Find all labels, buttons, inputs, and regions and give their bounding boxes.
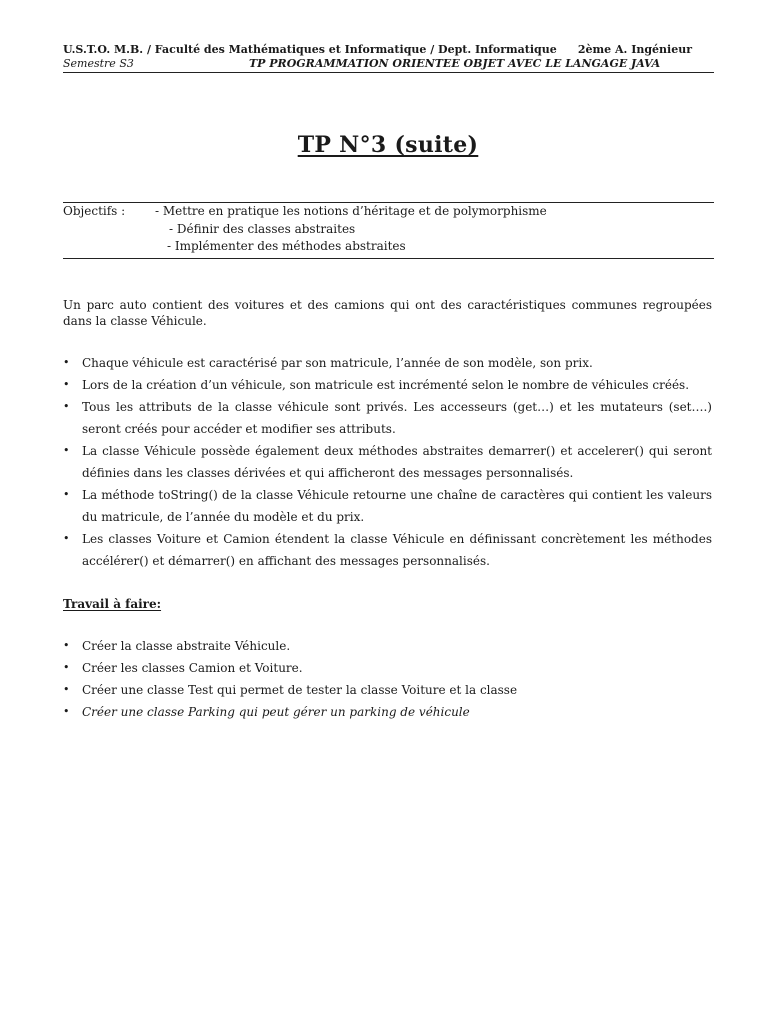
list-item xyxy=(63,352,712,374)
header-line-2 xyxy=(63,57,714,71)
course-title-text: TP PROGRAMMATION ORIENTEE OBJET AVEC LE LANGAGE JAVA xyxy=(249,57,661,70)
list-item xyxy=(63,440,712,484)
list-item-text: Tous les attributs de la classe véhicule sont privés. Les accesseurs (get…) et les mutateurs (set….) seront créés pour accéder et modifier ses attributs. xyxy=(82,400,712,436)
list-item-text: La classe Véhicule possède également deux méthodes abstraites demarrer() et accelerer() qui seront définies dans les classes dérivées et qui afficheront des messages personnalisés. xyxy=(82,444,712,480)
bullet-icon: • xyxy=(63,400,70,413)
bullet-icon: • xyxy=(63,444,70,457)
bullet-icon: • xyxy=(63,532,70,545)
list-item-text: La méthode toString() de la classe Véhicule retourne une chaîne de caractères qui contient les valeurs du matricule, de l’année du modèle et du prix. xyxy=(82,488,712,524)
work-section-title: Travail à faire: xyxy=(63,597,162,611)
requirements-list xyxy=(63,352,712,572)
bullet-icon: • xyxy=(63,661,70,674)
list-item xyxy=(63,657,712,679)
list-item-text: Chaque véhicule est caractérisé par son matricule, l’année de son modèle, son prix. xyxy=(82,356,593,370)
list-item-text: Créer une classe Parking qui peut gérer un parking de véhicule xyxy=(82,705,470,719)
list-item xyxy=(63,484,712,528)
semester-text: Semestre S3 xyxy=(63,57,134,70)
bullet-icon: • xyxy=(63,705,70,718)
document-title: TP N°3 (suite) xyxy=(297,132,479,158)
header-line-1 xyxy=(63,42,714,57)
list-item-text: Créer la classe abstraite Véhicule. xyxy=(82,639,291,653)
list-item-text: Les classes Voiture et Camion étendent la classe Véhicule en définissant concrètement les méthodes accélérer() et démarrer() en affichant des messages personnalisés. xyxy=(82,532,712,568)
list-item xyxy=(63,635,712,657)
bullet-icon: • xyxy=(63,683,70,696)
list-item xyxy=(63,374,712,396)
list-item xyxy=(63,679,712,701)
objectives-row-3 xyxy=(63,238,714,256)
objectives-label: Objectifs : xyxy=(63,204,126,218)
objectives-row-2 xyxy=(63,221,714,239)
objectives-spacer xyxy=(63,238,167,256)
objectives-spacer xyxy=(63,221,169,239)
page-header xyxy=(63,42,714,73)
objectives-box xyxy=(63,202,714,259)
list-item-text: Créer une classe Test qui permet de tester la classe Voiture et la classe xyxy=(82,683,518,697)
list-item-text: Lors de la création d’un véhicule, son matricule est incrémenté selon le nombre de véhicules créés. xyxy=(82,378,690,392)
objective-item: - Implémenter des méthodes abstraites xyxy=(167,239,406,253)
tasks-list xyxy=(63,635,712,723)
bullet-icon: • xyxy=(63,378,70,391)
bullet-icon: • xyxy=(63,356,70,369)
list-item xyxy=(63,701,712,723)
institution-text: U.S.T.O. M.B. / Faculté des Mathématiques et Informatique / Dept. Informatique xyxy=(63,43,557,56)
objectives-row-1 xyxy=(63,203,714,221)
objective-item: - Définir des classes abstraites xyxy=(169,221,356,236)
level-text: 2ème A. Ingénieur xyxy=(577,43,692,56)
list-item-text: Créer les classes Camion et Voiture. xyxy=(82,661,303,675)
bullet-icon: • xyxy=(63,639,70,652)
intro-paragraph: Un parc auto contient des voitures et des camions qui ont des caractéristiques communes regroupées dans la classe Véhicule. xyxy=(63,298,712,328)
objective-item: - Mettre en pratique les notions d’héritage et de polymorphisme xyxy=(155,204,547,218)
bullet-icon: • xyxy=(63,488,70,501)
list-item xyxy=(63,396,712,440)
list-item xyxy=(63,528,712,572)
